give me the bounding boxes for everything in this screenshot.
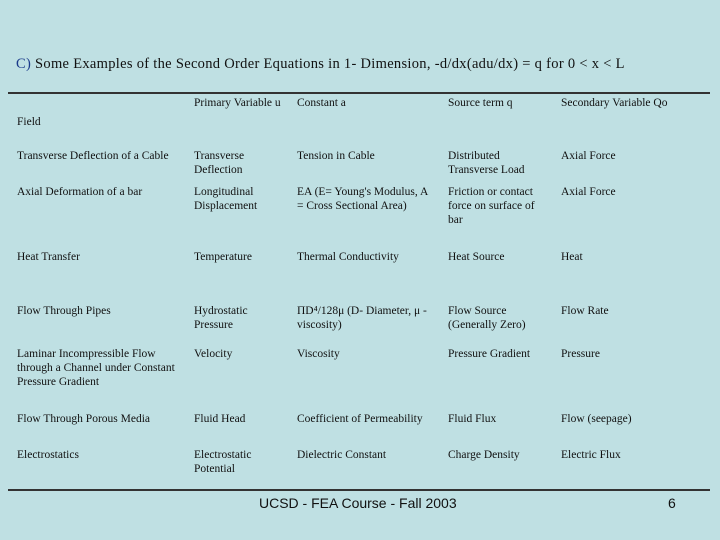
cell: Coefficient of Permeability [297, 413, 423, 425]
header-row [8, 96, 710, 133]
cell: Fluid Head [194, 413, 246, 425]
cell: EA (E= Young's Modulus, A = Cross Sectional Area) [297, 186, 428, 212]
top-divider [8, 92, 710, 94]
equations-table [8, 96, 710, 478]
cell: Flow Through Pipes [17, 305, 111, 317]
cell: Transverse Deflection of a Cable [17, 150, 169, 162]
header-constant: Constant a [297, 97, 346, 109]
row-spacer [8, 133, 710, 149]
cell: Axial Force [561, 150, 616, 162]
header-field: Field [17, 116, 41, 128]
cell: Flow Source (Generally Zero) [448, 305, 526, 331]
cell: Pressure Gradient [448, 348, 531, 360]
table-row [8, 412, 710, 448]
table-row [8, 448, 710, 478]
cell: Electrostatic Potential [194, 449, 252, 475]
cell: Transverse Deflection [194, 150, 245, 176]
cell: Electrostatics [17, 449, 79, 461]
cell: Charge Density [448, 449, 520, 461]
cell: Thermal Conductivity [297, 251, 399, 263]
cell: Temperature [194, 251, 252, 263]
cell: Flow Rate [561, 305, 609, 317]
cell: Friction or contact force on surface of bar [448, 186, 535, 226]
cell: Heat Transfer [17, 251, 80, 263]
table-row [8, 133, 710, 149]
cell: Flow (seepage) [561, 413, 632, 425]
cell: Flow Through Porous Media [17, 413, 150, 425]
cell: Heat [561, 251, 583, 263]
title-lead: C) [16, 56, 32, 72]
slide-title [16, 56, 706, 73]
bottom-divider [8, 489, 710, 491]
table-row [8, 185, 710, 250]
header-primary-variable: Primary Variable u [194, 97, 281, 109]
cell: Viscosity [297, 348, 340, 360]
table-row [8, 149, 710, 185]
title-text: Some Examples of the Second Order Equations in 1- Dimension, -d/dx(adu/dx) = q for 0 < x < L [35, 56, 625, 72]
cell: Electric Flux [561, 449, 621, 461]
header-source-term: Source term q [448, 97, 513, 109]
cell: Longitudinal Displacement [194, 186, 258, 212]
cell: Axial Deformation of a bar [17, 186, 143, 198]
cell: Velocity [194, 348, 233, 360]
cell: Distributed Transverse Load [448, 150, 525, 176]
cell: Hydrostatic Pressure [194, 305, 248, 331]
cell: Fluid Flux [448, 413, 497, 425]
page-number: 6 [668, 495, 676, 511]
cell: Dielectric Constant [297, 449, 387, 461]
cell: Tension in Cable [297, 150, 375, 162]
table-row [8, 304, 710, 347]
table-row [8, 347, 710, 412]
footer-text: UCSD - FEA Course - Fall 2003 [259, 495, 457, 511]
cell: ΠD⁴/128μ (D- Diameter, μ - viscosity) [297, 305, 427, 331]
header-secondary-variable: Secondary Variable Qo [561, 97, 668, 109]
cell: Axial Force [561, 186, 616, 198]
cell: Laminar Incompressible Flow through a Channel under Constant Pressure Gradient [17, 348, 175, 388]
cell: Heat Source [448, 251, 505, 263]
table-row [8, 250, 710, 304]
cell: Pressure [561, 348, 600, 360]
